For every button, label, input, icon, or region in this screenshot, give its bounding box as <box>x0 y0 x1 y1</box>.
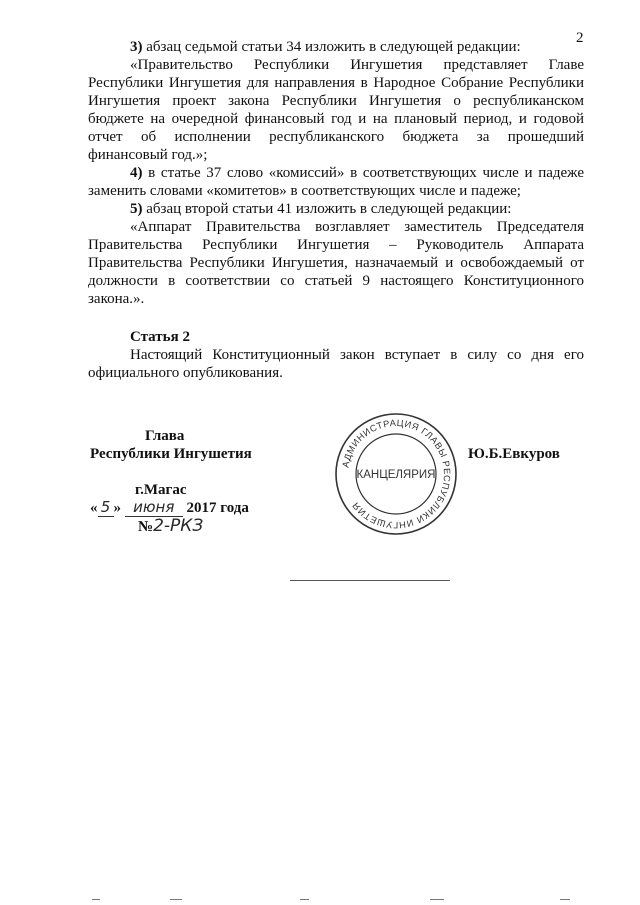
item-5-text: абзац второй статьи 41 изложить в следующей редакции: <box>142 201 512 217</box>
quote2-line: Правительства Республики Ингушетия, назначаемый и освобождаемый от <box>88 255 584 271</box>
item-5 <box>130 200 584 218</box>
date-year: 2017 года <box>186 500 249 516</box>
item-4-number: 4) <box>130 165 143 181</box>
office-seal <box>334 412 458 536</box>
article-2-line: официального опубликования. <box>88 365 283 381</box>
scan-speck <box>92 899 100 900</box>
signing-city: г.Магас <box>135 482 187 498</box>
number-value: 2-РКЗ <box>153 516 204 536</box>
number-sign: № <box>138 519 154 535</box>
item-3-number: 3) <box>130 39 143 55</box>
signatory-title-republic: Республики Ингушетия <box>90 446 252 462</box>
quote2-line: «Аппарат Правительства возглавляет заместитель Председателя <box>130 219 584 235</box>
quote1-line: финансовый год.»; <box>88 147 208 163</box>
quote1-line: Ингушетия проект закона Республики Ингушетия о республиканском <box>88 93 584 109</box>
item-4 <box>130 164 584 182</box>
signing-date <box>90 498 249 517</box>
separator-line <box>290 580 450 581</box>
scan-speck <box>430 899 444 900</box>
scan-speck <box>300 899 309 900</box>
quote1-line: «Правительство Республики Ингушетия представляет Главе <box>130 57 584 73</box>
item-3-text: абзац седьмой статьи 34 изложить в следующей редакции: <box>142 39 521 55</box>
date-day: 5 <box>98 498 114 517</box>
document-number <box>138 516 203 536</box>
seal-center-text: КАНЦЕЛЯРИЯ <box>356 469 436 481</box>
quote1-line: Республики Ингушетия для направления в Народное Собрание Республики <box>88 75 584 91</box>
item-4-continuation: заменить словами «комитетов» в соответствующих числе и падеже; <box>88 183 521 199</box>
page-number: 2 <box>576 30 584 46</box>
signatory-name: Ю.Б.Евкуров <box>468 446 560 462</box>
item-5-number: 5) <box>130 201 143 217</box>
item-4-text: в статье 37 слово «комиссий» в соответствующих числе и падеже <box>142 165 584 181</box>
article-2-line: Настоящий Конституционный закон вступает в силу со дня его <box>130 347 584 363</box>
scan-speck <box>170 899 182 900</box>
signatory-title: Глава <box>145 428 185 444</box>
item-3 <box>130 38 584 56</box>
date-close-quote: » <box>113 500 121 516</box>
quote1-line: бюджете на очередной финансовый год и на плановый период, и годовой <box>88 111 584 127</box>
date-open-quote: « <box>90 500 98 516</box>
date-month: июня <box>125 498 183 517</box>
scan-speck <box>560 899 570 900</box>
seal-ring-text: АДМИНИСТРАЦИЯ ГЛАВЫ РЕСПУБЛИКИ ИНГУШЕТИЯ <box>340 417 453 531</box>
quote2-line: Правительства Республики Ингушетия – Руководитель Аппарата <box>88 237 584 253</box>
quote2-line: должности в соответствии со статьей 9 настоящего Конституционного <box>88 273 584 289</box>
article-2-heading: Статья 2 <box>130 329 190 345</box>
quote2-line: закона.». <box>88 291 145 307</box>
quote1-line: отчет об исполнении республиканского бюджета за прошедший <box>88 129 584 145</box>
